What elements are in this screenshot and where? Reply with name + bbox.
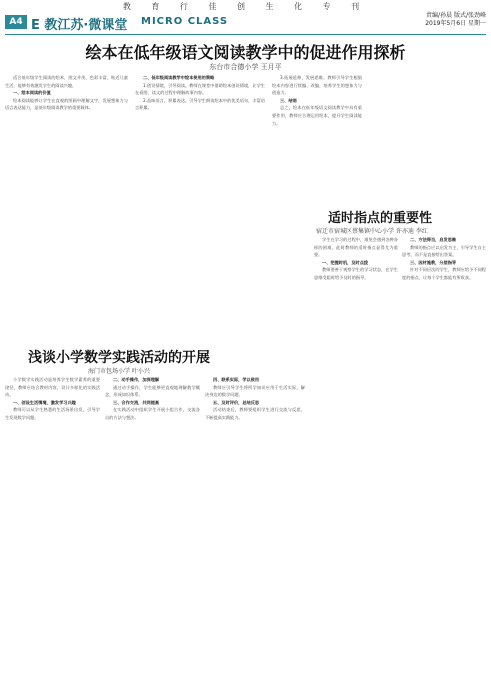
editor-info (425, 12, 486, 28)
section-subtitle: MICRO CLASS (141, 16, 229, 27)
paragraph: 教师可以从学生熟悉的生活场景出发，引导学生发现数学问题。 (5, 407, 100, 420)
page-number: A4 (5, 15, 27, 29)
subheading: 一、把握时机，及时点拨 (322, 259, 369, 265)
article2-column-1 (314, 236, 398, 688)
article1-column-2 (135, 74, 265, 347)
paragraph: 绘本阅读能够让学生在直观的图画中理解文字，发展想象力与语言表达能力，是低年级阅读教学的重要载体。 (5, 97, 128, 111)
article1-column-1 (5, 74, 128, 347)
paragraph: 教师应引导学生将所学知识应用于生活实际，解决身边的数学问题。 (205, 384, 305, 398)
paragraph: 教师的指点应以启发为主，引导学生自主思考，而不是直接给出答案。 (402, 244, 486, 258)
subheading: 五、及时评价，总结反思 (213, 399, 260, 405)
paragraph: 3.拓展延伸，发展思维。教师引导学生根据绘本内容进行续编、改编，培养学生的想象力与创造力。 (272, 75, 362, 96)
article2-title: 适时指点的重要性 (328, 211, 433, 226)
subheading: 一、绘本阅读的价值 (13, 90, 51, 96)
subheading: 二、低年级阅读教学中绘本使用的策略 (143, 75, 215, 80)
subheading: 二、动手操作，加深理解 (113, 377, 160, 382)
article-title: 绘本在低年级语文阅读教学中的促进作用探析 (85, 43, 406, 62)
subheading: 三、因材施教，分层指导 (410, 259, 457, 265)
subheading: 三、结语 (280, 97, 297, 103)
paragraph: 教师要善于观察学生的学习状态，在学生思维受阻时给予及时的指导。 (314, 267, 398, 280)
editor-line: 责编/孙晨 版式/张劲峰 (426, 12, 486, 19)
paragraph: 总之，绘本在低年级语文阅读教学中具有重要作用，教师应合理运用绘本，提升学生阅读能力。 (272, 105, 362, 126)
subheading: 二、方法得当，启发思维 (410, 237, 457, 242)
paragraph: 适合低年级学生阅读的绘本，图文并茂，色彩丰富，贴近儿童生活，能够有效激发学生的阅读兴趣。 (5, 75, 128, 88)
subheading: 三、合作交流，共同提高 (113, 399, 160, 405)
date-line: 2019年5月6日 星期一 (425, 20, 486, 27)
article3-column-1 (5, 376, 100, 688)
subheading: 四、联系实际，学以致用 (213, 377, 260, 382)
article3-title: 浅谈小学数学实践活动的开展 (28, 350, 210, 366)
article-byline: 东台市合德小学 王月平 (209, 63, 282, 71)
article2-column-2 (402, 236, 486, 688)
article3-author: 海门市包场小学 叶小兴 (88, 368, 150, 375)
paragraph: 在实践活动中组织学生开展小组合作，交流各自的方法与想法。 (105, 407, 200, 420)
paragraph: 1.创设情境，引导阅读。教师在课堂中借助绘本创设情境，让学生在看图、读文的过程中理解故事内容。 (135, 82, 265, 96)
section-name: E 教江苏·微课堂 (31, 18, 128, 33)
paragraph: 2.品味语言，积累表达。引导学生朗读绘本中的优美语句，丰富语言积累。 (135, 97, 265, 111)
paragraph: 小学数学实践活动是培养学生数学素养的重要途径，教师应结合教材内容，设计多样化的实践活动。 (5, 377, 100, 398)
article3-column-3 (205, 376, 305, 688)
article2-author: 宿迁市宿城区蔡集镇中心小学 许亦迪 李红 (316, 228, 428, 235)
subheading: 一、创设生活情境，激发学习兴趣 (13, 399, 76, 405)
article3-column-2 (105, 376, 200, 688)
newspaper-banner: 教 育 行 佳 创 生 化 专 刊 (122, 1, 369, 11)
paragraph: 学生在学习的过程中，难免会遇到各种各样的困难，此时教师的适时指点显得尤为重要。 (314, 237, 398, 258)
paragraph: 活动结束后，教师要组织学生进行交流与反思，不断提高实践能力。 (205, 407, 305, 420)
paragraph: 针对不同层次的学生，教师应给予不同程度的指点，让每个学生都能有所收获。 (402, 267, 486, 280)
masthead (5, 12, 486, 35)
paragraph: 通过动手操作，学生能够更直观地理解数学概念，形成知识体系。 (105, 384, 200, 398)
